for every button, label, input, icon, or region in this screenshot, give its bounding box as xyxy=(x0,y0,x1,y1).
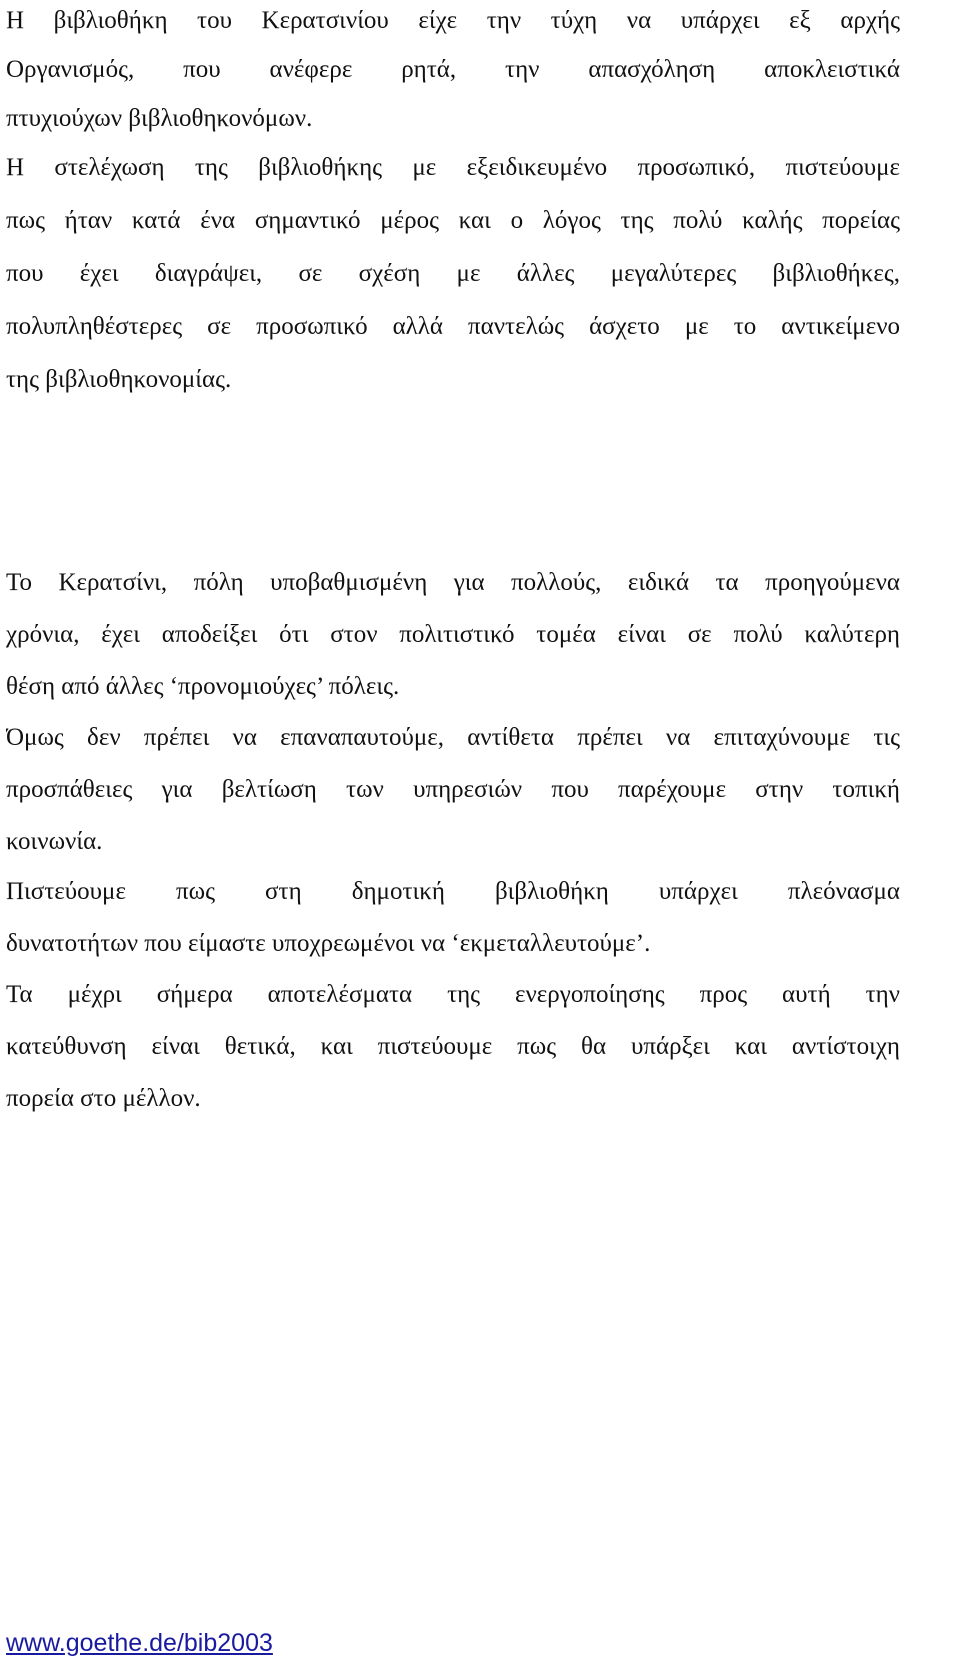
text-line: Τα μέχρι σήμερα αποτελέσματα της ενεργοποίησης προς αυτή την xyxy=(6,981,900,1008)
text-line: Πιστεύουμε πως στη δημοτική βιβλιοθήκη υπάρχει πλεόνασμα xyxy=(6,878,900,905)
text-line: Η στελέχωση της βιβλιοθήκης με εξειδικευμένο προσωπικό, πιστεύουμε xyxy=(6,154,900,181)
text-line: προσπάθειες για βελτίωση των υπηρεσιών που παρέχουμε στην τοπική xyxy=(6,776,900,803)
footer-url-link[interactable]: www.goethe.de/bib2003 xyxy=(6,1629,273,1657)
text-line: πορεία στο μέλλον. xyxy=(6,1085,201,1112)
text-line: που έχει διαγράψει, σε σχέση με άλλες μεγαλύτερες βιβλιοθήκες, xyxy=(6,260,900,287)
text-line: Το Κερατσίνι, πόλη υποβαθμισμένη για πολλούς, ειδικά τα προηγούμενα xyxy=(6,569,900,596)
text-line: χρόνια, έχει αποδείξει ότι στον πολιτιστικό τομέα είναι σε πολύ καλύτερη xyxy=(6,621,900,648)
text-line: κατεύθυνση είναι θετικά, και πιστεύουμε πως θα υπάρξει και αντίστοιχη xyxy=(6,1033,900,1060)
text-line: πτυχιούχων βιβλιοθηκονόμων. xyxy=(6,105,313,132)
text-line: Η βιβλιοθήκη του Κερατσινίου είχε την τύχη να υπάρχει εξ αρχής xyxy=(6,7,900,34)
text-line: Όμως δεν πρέπει να επαναπαυτούμε, αντίθετα πρέπει να επιταχύνουμε τις xyxy=(6,724,900,751)
text-line: κοινωνία. xyxy=(6,828,103,855)
text-line: Οργανισμός, που ανέφερε ρητά, την απασχόληση αποκλειστικά xyxy=(6,56,900,83)
text-line: θέση από άλλες ‘προνομιούχες’ πόλεις. xyxy=(6,673,400,700)
text-line: πως ήταν κατά ένα σημαντικό μέρος και ο λόγος της πολύ καλής πορείας xyxy=(6,207,900,234)
text-line: πολυπληθέστερες σε προσωπικό αλλά παντελώς άσχετο με το αντικείμενο xyxy=(6,313,900,340)
text-line: δυνατοτήτων που είμαστε υποχρεωμένοι να ‘εκμεταλλευτούμε’. xyxy=(6,930,651,957)
text-line: της βιβλιοθηκονομίας. xyxy=(6,366,232,393)
